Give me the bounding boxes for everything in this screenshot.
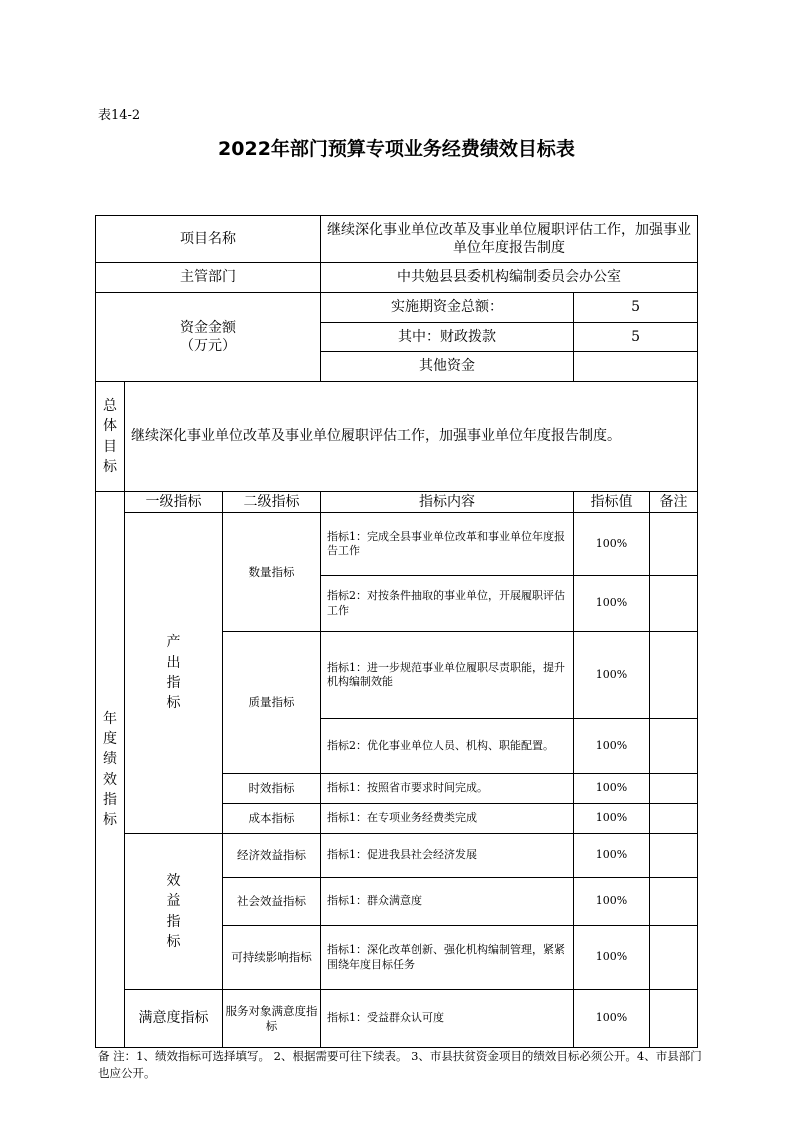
department-value: 中共勉县县委机构编制委员会办公室 [321,263,698,293]
header-value: 指标值 [574,492,650,513]
funds-other-value [574,352,698,382]
funds-total-row [96,293,698,323]
overall-goal-row [96,382,698,492]
indicator-value: 100% [574,719,650,774]
indicator-value: 100% [574,632,650,719]
level2-cell: 时效指标 [223,774,321,804]
level2-cell: 成本指标 [223,804,321,834]
header-content: 指标内容 [321,492,574,513]
overall-goal-label: 总体目标 [103,397,117,475]
table-row [96,513,698,576]
indicator-content: 指标1：完成全县事业单位改革和事业单位年度报告工作 [321,513,574,576]
header-level2: 二级指标 [223,492,321,513]
indicator-remark [650,926,698,990]
satisfaction-indicators-label: 满意度指标 [125,990,223,1048]
indicator-value: 100% [574,926,650,990]
form-code: 表14-2 [98,108,141,123]
level2-cell: 服务对象满意度指标 [223,990,321,1048]
level2-cell: 质量指标 [223,632,321,774]
header-level1: 一级指标 [125,492,223,513]
indicator-value: 100% [574,878,650,926]
overall-goal-label-cell [96,382,125,492]
indicator-content: 指标1：进一步规范事业单位履职尽责职能，提升机构编制效能 [321,632,574,719]
project-name-label: 项目名称 [96,216,321,263]
page-title: 2022年部门预算专项业务经费绩效目标表 [218,138,575,160]
indicator-value: 100% [574,576,650,632]
funds-unit: （万元） [180,338,236,354]
level2-cell: 经济效益指标 [223,834,321,878]
funds-fiscal-value: 5 [574,323,698,352]
output-indicators-label: 产出指标 [166,634,181,712]
benefit-indicators-label: 效益指标 [166,872,181,950]
indicator-remark [650,719,698,774]
indicator-remark [650,632,698,719]
department-label: 主管部门 [96,263,321,293]
indicator-content: 指标1：受益群众认可度 [321,990,574,1048]
indicator-remark [650,990,698,1048]
indicator-remark [650,834,698,878]
table-row [96,990,698,1048]
footnote: 备 注：1、绩效指标可选择填写。 2、根据需要可往下续表。 3、市县扶贫资金项目的绩效目标必须公开。4、市县部门也应公开。 [98,1049,702,1081]
department-row [96,263,698,293]
level2-cell: 数量指标 [223,513,321,632]
indicator-value: 100% [574,774,650,804]
indicator-content: 指标1：促进我县社会经济发展 [321,834,574,878]
funds-label: 资金金额 [180,319,236,336]
funds-total-value: 5 [574,293,698,323]
output-indicators-cell [125,513,223,834]
annual-indicators-label: 年度绩效指标 [103,710,117,829]
table-row [96,834,698,878]
funds-total-label: 实施期资金总额： [321,293,574,323]
indicator-remark [650,774,698,804]
indicator-value: 100% [574,834,650,878]
annual-indicators-label-cell [96,492,125,1048]
funds-fiscal-label: 其中：财政拨款 [321,323,574,352]
indicator-content: 指标2：优化事业单位人员、机构、职能配置。 [321,719,574,774]
indicator-content: 指标1：按照省市要求时间完成。 [321,774,574,804]
indicator-value: 100% [574,804,650,834]
indicator-header-row [96,492,698,513]
indicator-content: 指标1：深化改革创新、强化机构编制管理，紧紧围绕年度目标任务 [321,926,574,990]
indicator-remark [650,576,698,632]
indicator-remark [650,804,698,834]
header-remark: 备注 [650,492,698,513]
indicator-value: 100% [574,513,650,576]
indicator-content: 指标1：在专项业务经费类完成 [321,804,574,834]
funds-label-cell [96,293,321,382]
project-name-value: 继续深化事业单位改革及事业单位履职评估工作，加强事业单位年度报告制度 [321,216,698,263]
indicator-remark [650,513,698,576]
indicator-value: 100% [574,990,650,1048]
indicator-content: 指标2：对按条件抽取的事业单位，开展履职评估工作 [321,576,574,632]
indicator-remark [650,878,698,926]
funds-other-label: 其他资金 [321,352,574,382]
level2-cell: 可持续影响指标 [223,926,321,990]
indicator-content: 指标1：群众满意度 [321,878,574,926]
project-name-row [96,216,698,263]
benefit-indicators-cell [125,834,223,990]
performance-goal-table [95,215,698,1048]
level2-cell: 社会效益指标 [223,878,321,926]
overall-goal-text: 继续深化事业单位改革及事业单位履职评估工作，加强事业单位年度报告制度。 [125,382,698,492]
